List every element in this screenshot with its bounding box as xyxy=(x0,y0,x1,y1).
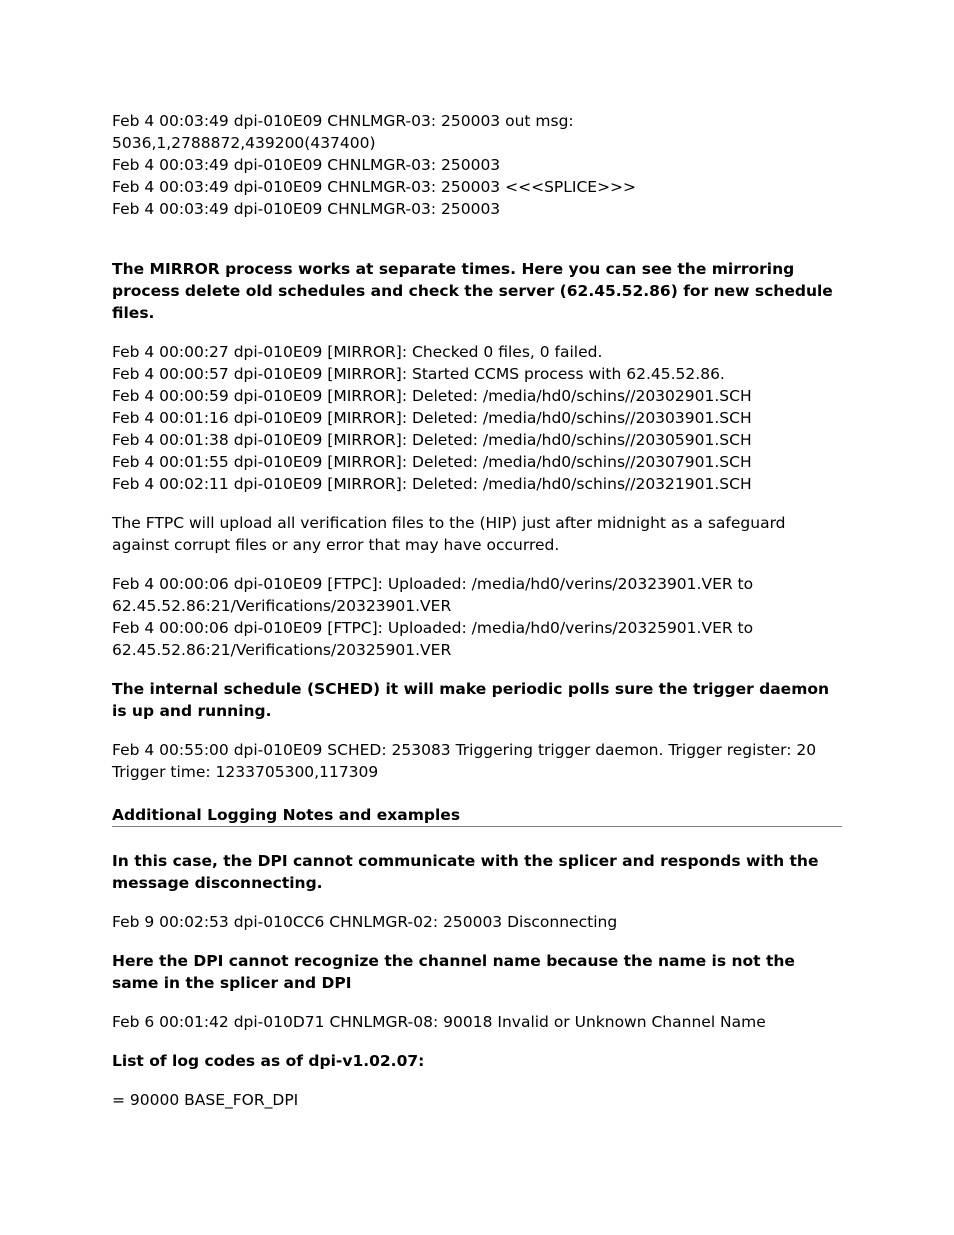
note-line: is up and running. xyxy=(112,702,272,720)
log-line: Feb 4 00:02:11 dpi-010E09 [MIRROR]: Deleted: /media/hd0/schins//20321901.SCH xyxy=(112,475,752,493)
code-line: = 90000 BASE_FOR_DPI xyxy=(112,1091,299,1109)
sched-note xyxy=(112,678,842,722)
disconnect-log-block xyxy=(112,911,842,933)
section-heading: Additional Logging Notes and examples xyxy=(112,804,842,827)
log-line: Feb 4 00:00:06 dpi-010E09 [FTPC]: Uploaded: /media/hd0/verins/20323901.VER to xyxy=(112,575,754,593)
spacer xyxy=(112,722,842,739)
log-line: 62.45.52.86:21/Verifications/20325901.VER xyxy=(112,641,452,659)
note-line: message disconnecting. xyxy=(112,874,323,892)
log-line: Feb 4 00:03:49 dpi-010E09 CHNLMGR-03: 250003 xyxy=(112,200,501,218)
sched-log-block xyxy=(112,739,842,783)
note-line: List of log codes as of dpi-v1.02.07: xyxy=(112,1052,425,1070)
spacer xyxy=(112,556,842,573)
ftpc-log-block xyxy=(112,573,842,661)
spacer xyxy=(112,324,842,341)
disconnect-note xyxy=(112,850,842,894)
channel-note xyxy=(112,950,842,994)
spacer xyxy=(112,827,842,850)
log-line: Feb 4 00:03:49 dpi-010E09 CHNLMGR-03: 250003 xyxy=(112,156,501,174)
spacer xyxy=(112,661,842,678)
spacer xyxy=(112,994,842,1011)
log-block-top xyxy=(112,110,842,220)
note-line: files. xyxy=(112,304,155,322)
log-line: Trigger time: 1233705300,117309 xyxy=(112,763,379,781)
log-line: Feb 4 00:03:49 dpi-010E09 CHNLMGR-03: 250003 <<<SPLICE>>> xyxy=(112,178,637,196)
spacer xyxy=(112,495,842,512)
note-line: The FTPC will upload all verification files to the (HIP) just after midnight as a safeguard xyxy=(112,514,786,532)
spacer xyxy=(112,220,842,258)
log-line: Feb 4 00:00:57 dpi-010E09 [MIRROR]: Started CCMS process with 62.45.52.86. xyxy=(112,365,725,383)
log-line: Feb 6 00:01:42 dpi-010D71 CHNLMGR-08: 90018 Invalid or Unknown Channel Name xyxy=(112,1013,766,1031)
mirror-note xyxy=(112,258,842,324)
log-line: 62.45.52.86:21/Verifications/20323901.VER xyxy=(112,597,452,615)
note-line: against corrupt files or any error that may have occurred. xyxy=(112,536,560,554)
note-line: The MIRROR process works at separate times. Here you can see the mirroring xyxy=(112,260,795,278)
spacer xyxy=(112,783,842,804)
spacer xyxy=(112,1033,842,1050)
spacer xyxy=(112,894,842,911)
document-page xyxy=(112,110,842,1111)
mirror-log-block xyxy=(112,341,842,495)
note-line: process delete old schedules and check the server (62.45.52.86) for new schedule xyxy=(112,282,833,300)
note-line: same in the splicer and DPI xyxy=(112,974,352,992)
ftpc-note xyxy=(112,512,842,556)
codes-list xyxy=(112,1089,842,1111)
log-line: 5036,1,2788872,439200(437400) xyxy=(112,134,376,152)
note-line: In this case, the DPI cannot communicate with the splicer and responds with the xyxy=(112,852,819,870)
note-line: The internal schedule (SCHED) it will make periodic polls sure the trigger daemon xyxy=(112,680,830,698)
spacer xyxy=(112,933,842,950)
codes-heading xyxy=(112,1050,842,1072)
log-line: Feb 4 00:55:00 dpi-010E09 SCHED: 253083 Triggering trigger daemon. Trigger register: 20 xyxy=(112,741,817,759)
channel-log-block xyxy=(112,1011,842,1033)
log-line: Feb 4 00:01:38 dpi-010E09 [MIRROR]: Deleted: /media/hd0/schins//20305901.SCH xyxy=(112,431,752,449)
log-line: Feb 4 00:00:27 dpi-010E09 [MIRROR]: Checked 0 files, 0 failed. xyxy=(112,343,603,361)
note-line: Here the DPI cannot recognize the channel name because the name is not the xyxy=(112,952,795,970)
log-line: Feb 4 00:01:16 dpi-010E09 [MIRROR]: Deleted: /media/hd0/schins//20303901.SCH xyxy=(112,409,752,427)
log-line: Feb 4 00:00:59 dpi-010E09 [MIRROR]: Deleted: /media/hd0/schins//20302901.SCH xyxy=(112,387,752,405)
log-line: Feb 4 00:03:49 dpi-010E09 CHNLMGR-03: 250003 out msg: xyxy=(112,112,574,130)
spacer xyxy=(112,1072,842,1089)
log-line: Feb 4 00:00:06 dpi-010E09 [FTPC]: Uploaded: /media/hd0/verins/20325901.VER to xyxy=(112,619,754,637)
log-line: Feb 4 00:01:55 dpi-010E09 [MIRROR]: Deleted: /media/hd0/schins//20307901.SCH xyxy=(112,453,752,471)
log-line: Feb 9 00:02:53 dpi-010CC6 CHNLMGR-02: 250003 Disconnecting xyxy=(112,913,618,931)
